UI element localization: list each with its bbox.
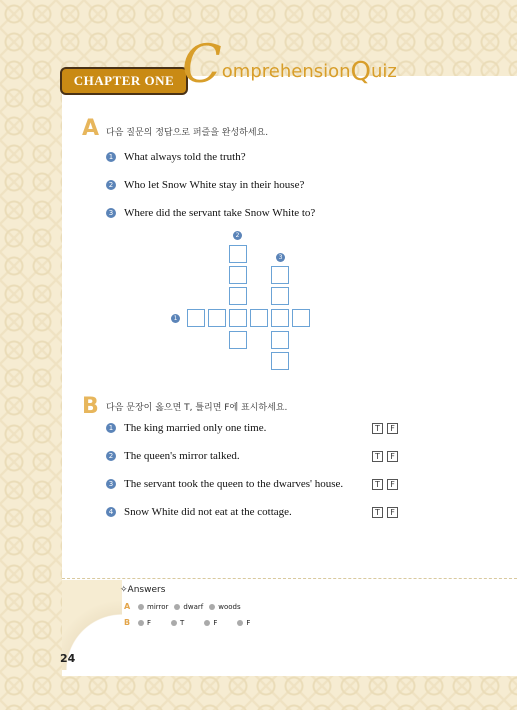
- crossword-cell[interactable]: [271, 309, 289, 327]
- question-text: Where did the servant take Snow White to?: [124, 207, 316, 219]
- statement-text: The servant took the queen to the dwarves' house.: [124, 478, 344, 490]
- page-number: 24: [60, 652, 76, 665]
- false-checkbox[interactable]: F: [387, 507, 398, 518]
- tf-choice: [372, 451, 398, 462]
- true-checkbox[interactable]: T: [372, 451, 383, 462]
- section-a-letter: A: [82, 116, 100, 141]
- statement-3: [106, 478, 343, 490]
- number-badge: 1: [106, 152, 116, 162]
- crossword-cell[interactable]: [271, 287, 289, 305]
- true-checkbox[interactable]: T: [372, 507, 383, 518]
- tf-choice: [372, 423, 398, 434]
- number-badge: 2: [106, 451, 116, 461]
- statement-text: The queen's mirror talked.: [124, 450, 240, 462]
- bullet-icon: [237, 620, 243, 626]
- answers-title: ✧Answers: [120, 585, 166, 595]
- answer-item: mirror: [138, 603, 168, 611]
- false-checkbox[interactable]: F: [387, 451, 398, 462]
- sparkle-icon: ✧: [120, 585, 128, 595]
- answers-b-letter: B: [124, 618, 131, 627]
- tf-choice: [372, 479, 398, 490]
- true-checkbox[interactable]: T: [372, 423, 383, 434]
- section-a-instruction: 다음 질문의 정답으로 퍼즐을 완성하세요.: [106, 128, 269, 138]
- crossword-cell[interactable]: [271, 331, 289, 349]
- title-end: uiz: [371, 61, 397, 82]
- chapter-label: CHAPTER ONE: [60, 67, 188, 95]
- page-title: [182, 30, 397, 95]
- clue-number-2: 2: [233, 231, 242, 240]
- statement-4: [106, 506, 292, 518]
- answer-item: F: [138, 619, 151, 627]
- false-checkbox[interactable]: F: [387, 423, 398, 434]
- answers-divider: [62, 578, 517, 579]
- question-2: [106, 179, 304, 191]
- answer-item: T: [171, 619, 184, 627]
- number-badge: 3: [106, 479, 116, 489]
- number-badge: 3: [106, 208, 116, 218]
- question-1: [106, 151, 246, 163]
- crossword-cell[interactable]: [271, 352, 289, 370]
- bullet-icon: [138, 604, 144, 610]
- section-b-instruction: 다음 문장이 옳으면 T, 틀리면 F에 표시하세요.: [106, 403, 288, 413]
- tf-choice: [372, 507, 398, 518]
- answer-item: woods: [209, 603, 240, 611]
- clue-number-3: 3: [276, 253, 285, 262]
- answers-b-row: [124, 618, 256, 627]
- crossword-cell[interactable]: [229, 309, 247, 327]
- answer-item: F: [204, 619, 217, 627]
- statement-2: [106, 450, 240, 462]
- answer-item: F: [237, 619, 250, 627]
- title-rest: omprehension: [221, 61, 351, 82]
- crossword-cell[interactable]: [187, 309, 205, 327]
- statement-text: The king married only one time.: [124, 422, 267, 434]
- question-text: Who let Snow White stay in their house?: [124, 179, 305, 191]
- bullet-icon: [174, 604, 180, 610]
- crossword-cell[interactable]: [229, 245, 247, 263]
- number-badge: 4: [106, 507, 116, 517]
- crossword-cell[interactable]: [208, 309, 226, 327]
- question-text: What always told the truth?: [124, 151, 246, 163]
- true-checkbox[interactable]: T: [372, 479, 383, 490]
- crossword-cell[interactable]: [292, 309, 310, 327]
- answer-item: dwarf: [174, 603, 203, 611]
- number-badge: 1: [106, 423, 116, 433]
- clue-number-1: 1: [171, 314, 180, 323]
- crossword-cell[interactable]: [271, 266, 289, 284]
- crossword-cell[interactable]: [229, 287, 247, 305]
- statement-1: [106, 422, 266, 434]
- crossword-cell[interactable]: [250, 309, 268, 327]
- title-initial: C: [182, 35, 222, 95]
- bullet-icon: [138, 620, 144, 626]
- bullet-icon: [171, 620, 177, 626]
- title-q: Q: [350, 57, 372, 87]
- answers-a-row: [124, 602, 247, 611]
- false-checkbox[interactable]: F: [387, 479, 398, 490]
- section-b-letter: B: [82, 394, 99, 419]
- bullet-icon: [209, 604, 215, 610]
- answers-a-letter: A: [124, 602, 131, 611]
- bullet-icon: [204, 620, 210, 626]
- statement-text: Snow White did not eat at the cottage.: [124, 506, 292, 518]
- crossword-cell[interactable]: [229, 331, 247, 349]
- question-3: [106, 207, 315, 219]
- number-badge: 2: [106, 180, 116, 190]
- crossword-cell[interactable]: [229, 266, 247, 284]
